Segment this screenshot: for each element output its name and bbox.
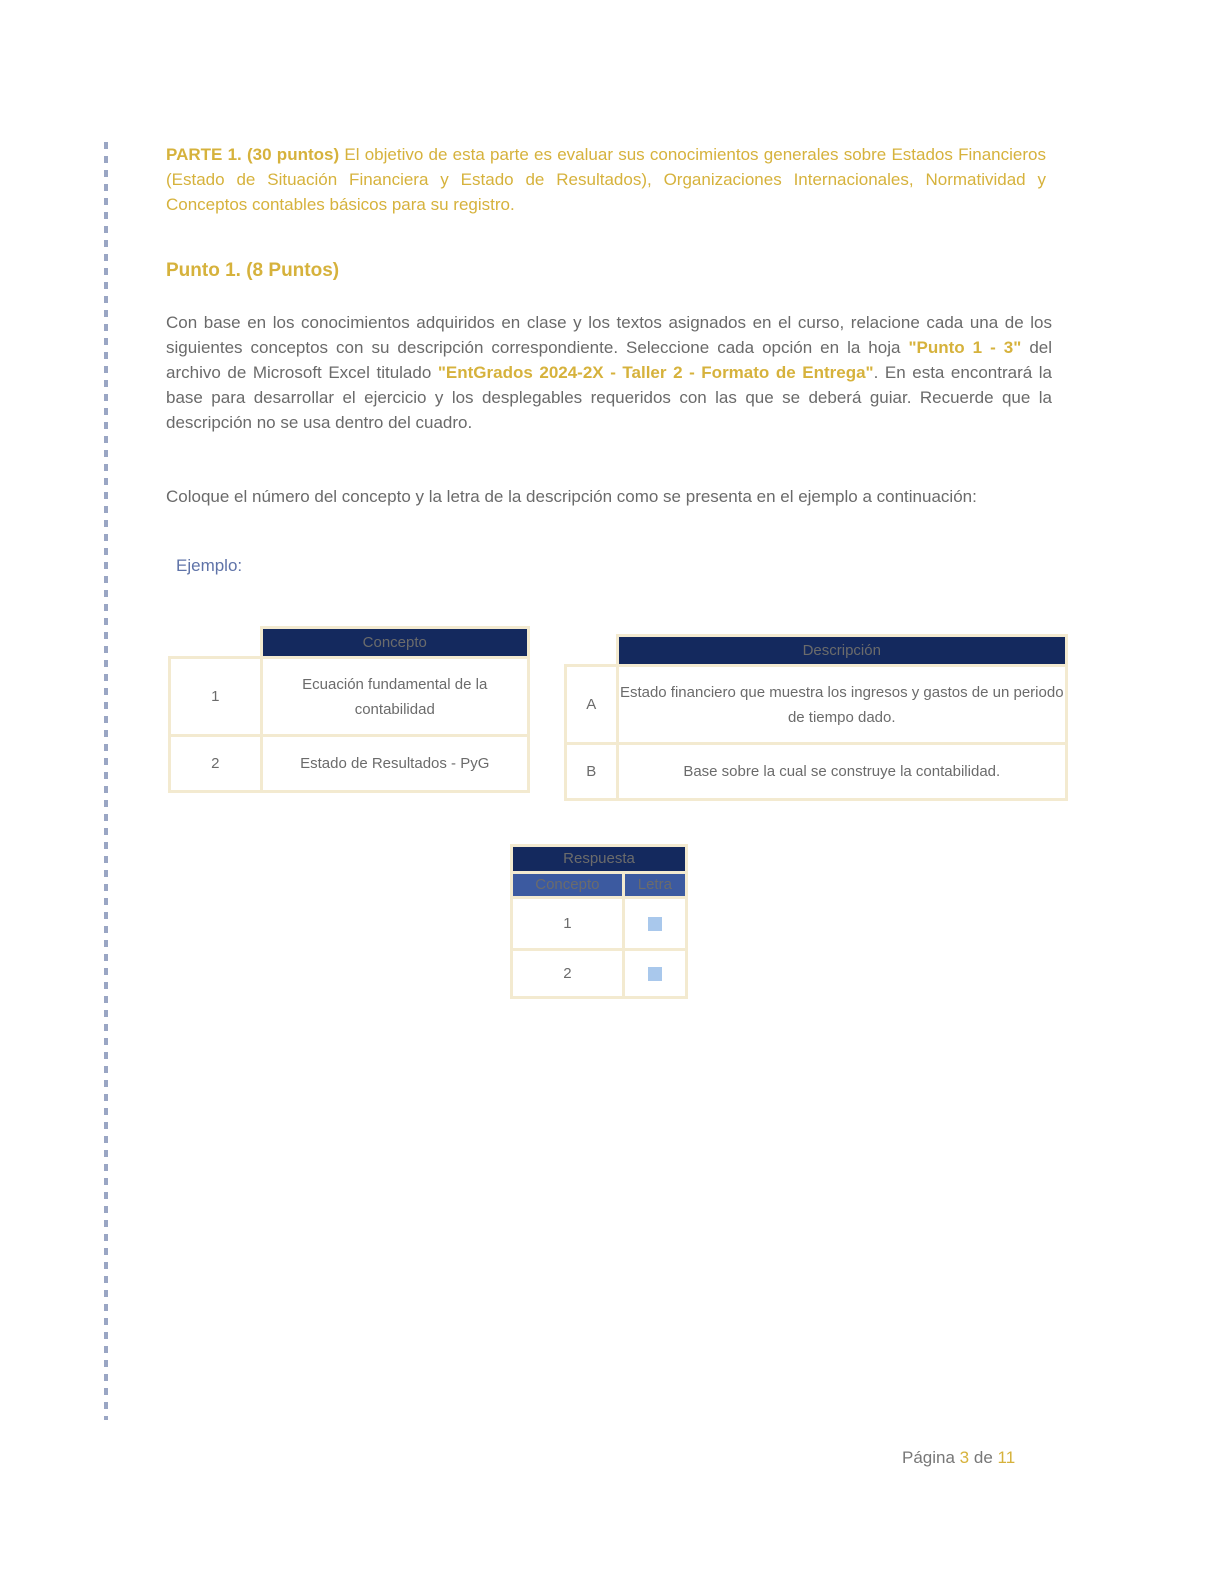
answer-concept-cell[interactable]: 1 bbox=[512, 898, 624, 950]
intro-paragraph bbox=[166, 142, 1046, 217]
description-letter: A bbox=[566, 666, 618, 744]
concept-header: Concepto bbox=[261, 628, 529, 658]
concept-table bbox=[168, 626, 530, 793]
intro-lead: PARTE 1. (30 puntos) bbox=[166, 145, 340, 164]
example-label: Ejemplo: bbox=[176, 556, 243, 575]
answer-letter-cell[interactable] bbox=[623, 898, 686, 950]
dropdown-marker-icon[interactable] bbox=[648, 917, 662, 931]
description-letter: B bbox=[566, 744, 618, 800]
margin-dotted-line bbox=[104, 142, 108, 1420]
description-header: Descripción bbox=[617, 636, 1067, 666]
description-text: Estado financiero que muestra los ingresos y gastos de un periodo de tiempo dado. bbox=[617, 666, 1067, 744]
sheet-reference: "Punto 1 - 3" bbox=[908, 338, 1022, 357]
footer-page-number: 3 bbox=[959, 1448, 970, 1467]
answer-concept-cell[interactable]: 2 bbox=[512, 950, 624, 998]
concept-number: 1 bbox=[170, 658, 262, 736]
instructions-text-3: . En esta encontrará la base para desarrollar el ejercicio y los desplegables requeridos con las que se deberá guiar. Recuerde que la descripción no se usa dentro del cuadro. bbox=[166, 363, 1052, 432]
concept-text: Ecuación fundamental de la contabilidad bbox=[261, 658, 529, 736]
instructions-text-1: Con base en los conocimientos adquiridos en clase y los textos asignados en el curso, relacione cada una de los siguientes conceptos con su descripción correspondiente. Seleccione cada opción en la hoja bbox=[166, 313, 1052, 357]
answer-col-concept: Concepto bbox=[512, 873, 624, 898]
part-title: Punto 1. (8 Puntos) bbox=[166, 260, 340, 281]
answer-table bbox=[510, 844, 688, 999]
footer-prefix: Página bbox=[902, 1448, 955, 1467]
page-footer bbox=[902, 1448, 1015, 1468]
dropdown-marker-icon[interactable] bbox=[648, 967, 662, 981]
description-table bbox=[564, 634, 1068, 801]
footer-page-total: 11 bbox=[997, 1448, 1016, 1467]
example-instructions: Coloque el número del concepto y la letra de la descripción como se presenta en el ejemplo a continuación: bbox=[166, 487, 977, 506]
answer-col-letter: Letra bbox=[623, 873, 686, 898]
answer-letter-cell[interactable] bbox=[623, 950, 686, 998]
footer-of: de bbox=[973, 1448, 993, 1467]
file-reference: "EntGrados 2024-2X - Taller 2 - Formato de Entrega" bbox=[437, 363, 874, 382]
intro-text: El objetivo de esta parte es evaluar sus conocimientos generales sobre Estados Financieros (Estado de Situación Financiera y Estado de Resultados), Organizaciones Internacionales, Normatividad y Conceptos contables básicos para su registro. bbox=[166, 145, 1046, 214]
instructions-text-2: del archivo de Microsoft Excel titulado bbox=[166, 338, 1052, 382]
instructions-paragraph bbox=[166, 310, 1052, 435]
concept-text: Estado de Resultados - PyG bbox=[261, 736, 529, 792]
concept-number: 2 bbox=[170, 736, 262, 792]
description-text: Base sobre la cual se construye la contabilidad. bbox=[617, 744, 1067, 800]
answer-header: Respuesta bbox=[512, 846, 687, 873]
